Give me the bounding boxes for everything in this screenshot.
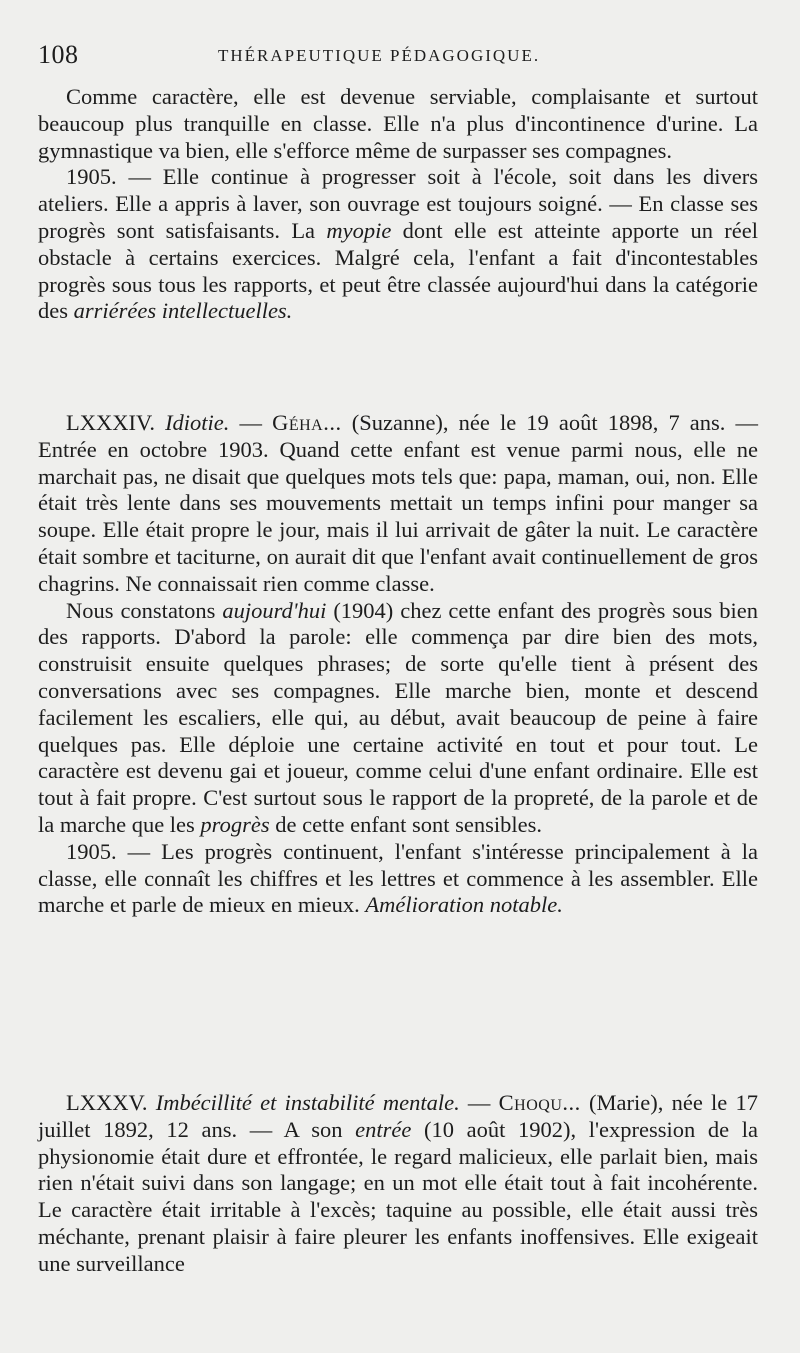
case-number: LXXXIV. <box>66 410 166 435</box>
paragraph-1905: 1905. — Les progrès continuent, l'enfant s'intéresse principalement à la classe, elle connaît les chiffres et les lettres et commence à les assembler. Elle marche et parle de mieux en mieux. Amélioration notable. <box>38 838 758 918</box>
emphasis-arrierees: arriérées intellectuelles. <box>73 298 293 324</box>
page-header <box>38 40 758 76</box>
paragraph-1904: Nous constatons aujourd'hui (1904) chez cette enfant des progrès sous bien des rapports. D'abord la parole: elle commença par dire bien des mots, construisit ensuite quelques phrases; de sorte qu'elle tient à présent des conversations avec ses compagnes. Elle marche bien, monte et descend facilement les escaliers, elle qui, au début, avait beaucoup de peine à faire quelques pas. Elle déploie une certaine activité en tout et pour tout. Le caractère est devenu gai et joueur, comme celui d'une enfant ordinaire. Elle est tout à fait propre. C'est surtout sous le rapport de la propreté, de la parole et de la marche que les progrès de cette enfant sont sensibles. <box>38 597 758 837</box>
patient-name: Choqu... <box>498 1090 581 1115</box>
page-number: 108 <box>38 40 79 69</box>
paragraph-character: Comme caractère, elle est devenue serviable, complaisante et surtout beaucoup plus tranquille en classe. Elle n'a plus d'incontinence d'urine. La gymnastique va bien, elle s'efforce même de surpasser ses compagnes. <box>38 84 758 163</box>
case-entry-lxxxiv <box>38 410 758 919</box>
case-number: LXXXV. <box>66 1090 156 1115</box>
case-diagnosis: Idiotie. <box>165 410 230 435</box>
emphasis-aujourdhui: aujourd'hui <box>222 597 327 623</box>
text-block-continuation <box>38 84 758 325</box>
emphasis-amelioration: Amélioration notable. <box>365 892 563 918</box>
case-diagnosis: Imbécillité et instabilité mentale. <box>155 1090 460 1115</box>
patient-name: Géha... <box>272 410 342 435</box>
case-heading-paragraph: LXXXIV. Idiotie. — Géha... (Suzanne), née le 19 août 1898, 7 ans. — Entrée en octobre 1903. Quand cette enfant est venue parmi nous, elle ne marchait pas, ne disait que quelques mots tels que: papa, maman, oui, non. Elle était très lente dans ses mouvements mettait un temps infini pour manger sa soupe. Elle était propre le jour, mais il lui arrivait de gâter la nuit. Le caractère était sombre et taciturne, on aurait dit que l'enfant avait continuellement de gros chagrins. Ne connaissait rien comme classe. <box>38 410 758 596</box>
case-heading-paragraph: LXXXV. Imbécillité et instabilité mentale. — Choqu... (Marie), née le 17 juillet 1892, 12 ans. — A son entrée (10 août 1902), l'expression de la physionomie était dure et effrontée, le regard malicieux, elle parlait bien, mais rien n'était suivi dans son langage; en un mot elle était tout à fait incohérente. Le caractère était irritable à l'excès; taquine au possible, elle était aussi très méchante, prenant plaisir à faire pleurer les enfants inoffensives. Elle exigeait une surveillance <box>38 1090 759 1276</box>
emphasis-myopie: myopie <box>326 217 392 243</box>
emphasis-progres: progrès <box>200 811 270 837</box>
emphasis-entree: entrée <box>355 1116 412 1142</box>
running-head: THÉRAPEUTIQUE PÉDAGOGIQUE. <box>218 46 541 65</box>
paragraph-1905: 1905. — Elle continue à progresser soit à l'école, soit dans les divers ateliers. Elle a appris à laver, son ouvrage est toujours soigné. — En classe ses progrès sont satisfaisants. La myopie dont elle est atteinte apporte un réel obstacle à certains exercices. Malgré cela, l'enfant a fait d'incontestables progrès sous tous les rapports, et peut être classée aujourd'hui dans la catégorie des arriérées intellectuelles. <box>38 164 758 324</box>
case-entry-lxxxv <box>38 1090 758 1278</box>
